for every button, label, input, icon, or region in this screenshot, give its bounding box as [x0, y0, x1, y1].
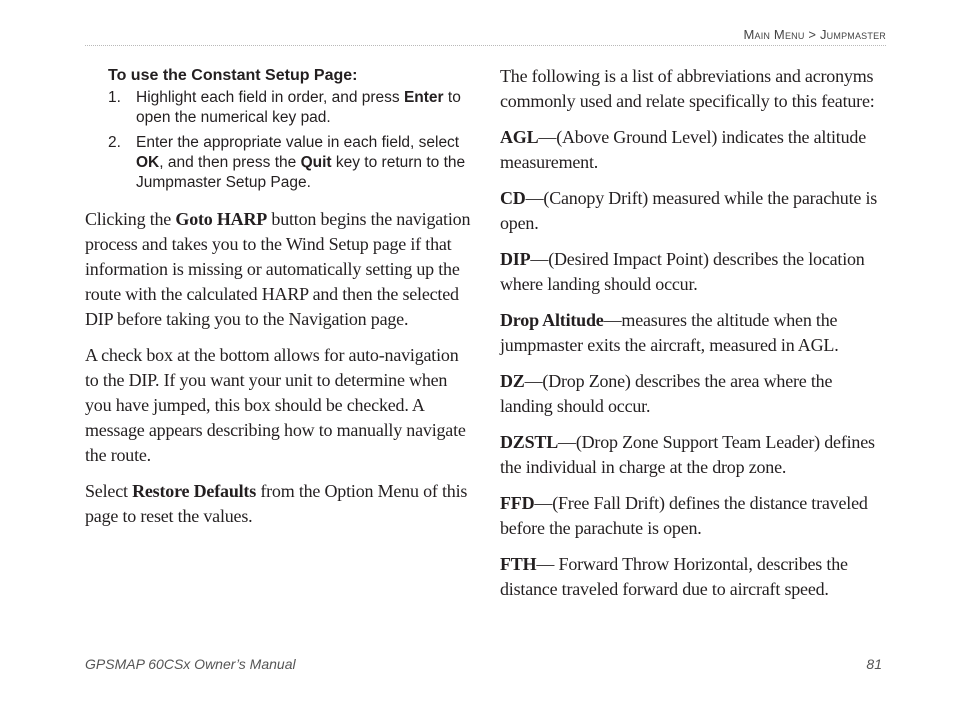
abbreviations-intro: The following is a list of abbreviations and acronyms commonly used and relate specifically to this feature:	[500, 66, 875, 111]
term-fth	[500, 552, 888, 602]
term-restore-defaults: Restore Defaults	[132, 481, 257, 501]
term-definition: —(Canopy Drift) measured while the parachute is open.	[500, 188, 878, 233]
text-part: Clicking the	[85, 209, 176, 229]
key-name-ok: OK	[136, 154, 160, 171]
step-text	[136, 88, 475, 128]
term-agl	[500, 125, 888, 175]
breadcrumb-separator: >	[804, 27, 820, 42]
term-definition: —(Desired Impact Point) describes the location where landing should occur.	[500, 249, 865, 294]
right-column	[500, 64, 888, 613]
paragraph-restore-defaults	[85, 479, 475, 529]
step-text-part: Highlight each field in order, and press	[136, 89, 404, 106]
term-name: Drop Altitude	[500, 310, 604, 330]
footer-manual-title: GPSMAP 60CSx Owner’s Manual	[85, 656, 296, 672]
term-definition: — Forward Throw Horizontal, describes the distance traveled forward due to aircraft speed.	[500, 554, 848, 599]
term-name: DZ	[500, 371, 525, 391]
procedure-title: To use the Constant Setup Page:	[108, 67, 358, 84]
breadcrumb-jumpmaster: Jumpmaster	[819, 27, 886, 42]
footer-page-number: 81	[866, 656, 882, 672]
breadcrumb-main-menu: Main Menu	[743, 27, 805, 42]
text-part: button begins the navigation process and takes you to the Wind Setup page if that information is missing or automatically setting up the route with the calculated HARP and then the selected DIP before taking you to the Navigation page.	[85, 209, 471, 329]
term-ffd	[500, 491, 888, 541]
term-dz	[500, 369, 888, 419]
term-definition: —(Drop Zone) describes the area where the landing should occur.	[500, 371, 833, 416]
procedure-step-2	[85, 133, 475, 193]
term-goto-harp: Goto HARP	[175, 209, 268, 229]
step-text	[136, 133, 475, 193]
term-name: FFD	[500, 493, 535, 513]
key-name-quit: Quit	[300, 154, 332, 171]
paragraph-goto-harp	[85, 207, 475, 332]
term-definition: —(Drop Zone Support Team Leader) defines the individual in charge at the drop zone.	[500, 432, 875, 477]
term-definition: —measures the altitude when the jumpmaster exits the aircraft, measured in AGL.	[500, 310, 839, 355]
procedure-step-1	[85, 88, 475, 128]
term-dip	[500, 247, 888, 297]
key-name-enter: Enter	[403, 89, 444, 106]
term-name: DIP	[500, 249, 531, 269]
step-number: 1.	[108, 89, 121, 106]
header-divider	[85, 45, 886, 46]
procedure-steps	[85, 88, 475, 193]
term-definition: —(Above Ground Level) indicates the altitude measurement.	[500, 127, 866, 172]
text-part: from the Option Menu of this page to reset the values.	[85, 481, 468, 526]
left-column	[85, 66, 475, 540]
term-definition: —(Free Fall Drift) defines the distance traveled before the parachute is open.	[500, 493, 868, 538]
step-number: 2.	[108, 134, 121, 151]
step-text-part: , and then press the	[159, 154, 301, 171]
page-header-breadcrumb	[743, 27, 886, 42]
term-name: FTH	[500, 554, 537, 574]
term-cd	[500, 186, 888, 236]
step-text-part: key to return to the Jumpmaster Setup Page.	[136, 154, 466, 191]
term-name: AGL	[500, 127, 539, 147]
paragraph-auto-navigation: A check box at the bottom allows for auto-navigation to the DIP. If you want your unit to determine when you have jumped, this box should be checked. A message appears describing how to manually navigate the route.	[85, 345, 466, 465]
term-name: DZSTL	[500, 432, 559, 452]
text-part: Select	[85, 481, 133, 501]
term-name: CD	[500, 188, 526, 208]
step-text-part: Enter the appropriate value in each field, select	[136, 134, 460, 151]
step-text-part: to open the numerical key pad.	[136, 89, 461, 126]
term-drop-altitude	[500, 308, 888, 358]
term-dzstl	[500, 430, 888, 480]
